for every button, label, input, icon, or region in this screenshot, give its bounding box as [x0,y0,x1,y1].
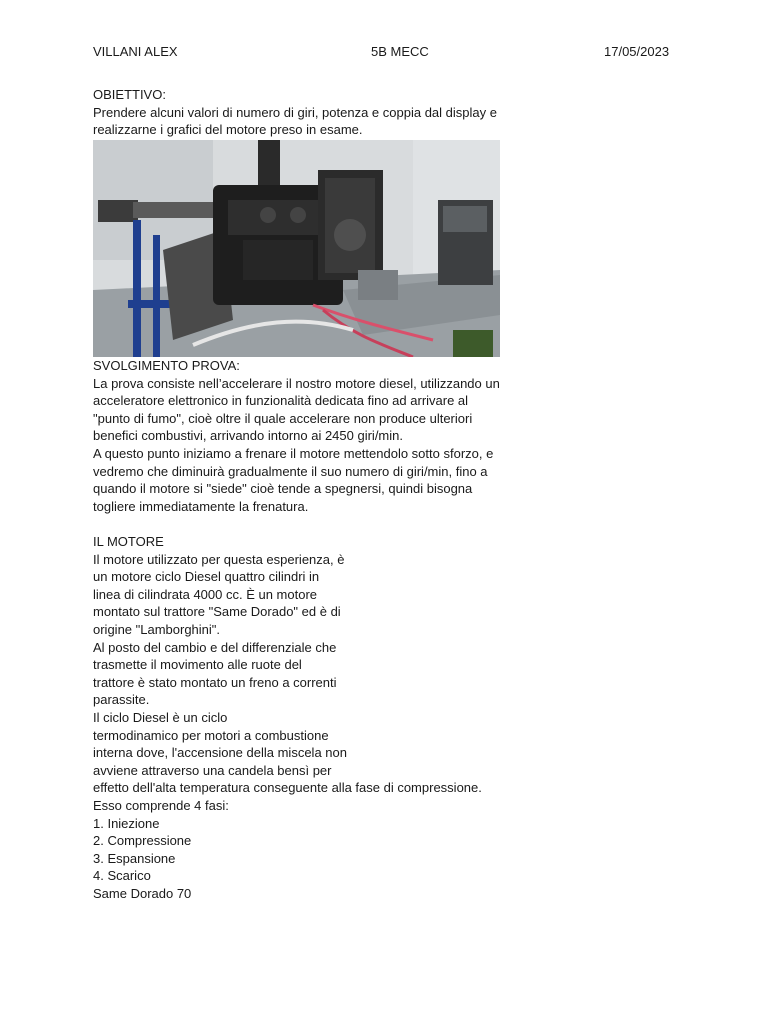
objective-heading: OBIETTIVO: [93,87,166,102]
paragraph-line: La prova consiste nell’accelerare il nostro motore diesel, utilizzando un [93,375,500,391]
paragraph-line: Esso comprende 4 fasi: [93,797,229,813]
paragraph-line: parassite. [93,692,150,708]
procedure-heading: SVOLGIMENTO PROVA: [93,358,240,373]
paragraph-line: un motore ciclo Diesel quattro cilindri in [93,569,320,585]
engine-heading: IL MOTORE [93,534,164,549]
paragraph-line: montato sul trattore "Same Dorado" ed è di [93,604,341,620]
paragraph-line: vedremo che diminuirà gradualmente il suo numero di giri/min, fino a [93,463,488,479]
paragraph-line: Il motore utilizzato per questa esperienza, è [93,551,345,567]
engine-section [93,533,563,902]
document-date: 17/05/2023 [604,44,670,59]
paragraph-line: Al posto del cambio e del differenziale che [93,639,337,655]
list-item: 3. Espansione [93,850,176,866]
paragraph-line: acceleratore elettronico in funzionalità dedicata fino ad arrivare al [93,393,469,409]
paragraph-line: effetto dell'alta temperatura conseguente alla fase di compressione. [93,780,482,796]
paragraph-line: trasmette il movimento alle ruote del [93,657,302,673]
list-item: 1. Iniezione [93,815,160,831]
paragraph-line: termodinamico per motori a combustione [93,727,329,743]
paragraph-line: Same Dorado 70 [93,885,192,901]
paragraph-line: quando il motore si "siede" cioè tende a spegnersi, quindi bisogna [93,481,473,497]
author-name: VILLANI ALEX [93,44,178,59]
paragraph-line: trattore è stato montato un freno a correnti [93,674,337,690]
engine-test-bench-photo [93,140,500,357]
procedure-section [93,357,563,515]
paragraph-line: A questo punto iniziamo a frenare il motore mettendolo sotto sforzo, e [93,445,494,461]
class-name: 5B MECC [371,44,429,59]
list-item: 4. Scarico [93,868,151,884]
paragraph-line: togliere immediatamente la frenatura. [93,498,309,514]
paragraph-line: "punto di fumo", cioè oltre il quale accelerare non produce ulteriori [93,410,473,426]
paragraph-line: Il ciclo Diesel è un ciclo [93,709,228,725]
paragraph-line: benefici combustivi, arrivando intorno ai 2450 giri/min. [93,428,403,444]
objective-section [93,86,563,139]
paragraph-line: interna dove, l'accensione della miscela non [93,745,347,761]
paragraph-line: avviene attraverso una candela bensì per [93,762,332,778]
list-item: 2. Compressione [93,833,192,849]
paragraph-line: realizzarne i grafici del motore preso in esame. [93,122,363,138]
paragraph-line: origine "Lamborghini". [93,621,221,637]
paragraph-line: linea di cilindrata 4000 cc. È un motore [93,586,318,602]
paragraph-line: Prendere alcuni valori di numero di giri, potenza e coppia dal display e [93,104,497,120]
